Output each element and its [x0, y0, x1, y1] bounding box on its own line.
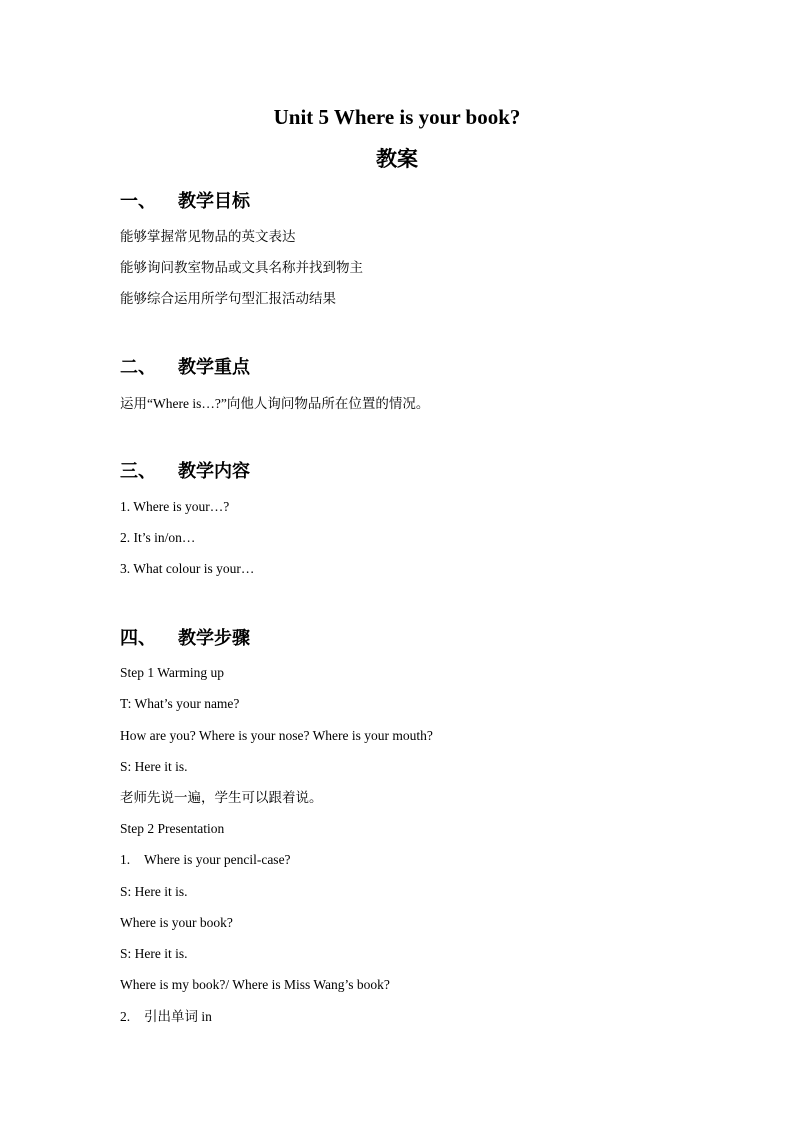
- paragraph-line: 能够综合运用所学句型汇报活动结果: [120, 291, 336, 306]
- section-title: 教学目标: [178, 191, 250, 211]
- document-subtitle: 教案: [376, 147, 418, 171]
- paragraph-line: Step 1 Warming up: [120, 665, 225, 680]
- paragraph-line: 1. Where is your…?: [120, 499, 230, 514]
- list-item-text: 引出单词 in: [144, 1009, 212, 1024]
- section-title: 教学步骤: [178, 628, 250, 648]
- list-item: [120, 851, 291, 869]
- paragraph-line: 能够询问教室物品或文具名称并找到物主: [120, 260, 363, 275]
- paragraph-line: 运用“Where is…?”向他人询问物品所在位置的情况。: [120, 396, 430, 411]
- section-number: 三、: [120, 461, 156, 481]
- section-heading-objectives: [120, 190, 250, 212]
- section-title: 教学内容: [178, 461, 250, 481]
- list-item-index: 2.: [120, 1009, 131, 1024]
- paragraph-line: T: What’s your name?: [120, 696, 240, 711]
- document-title: Unit 5 Where is your book?: [273, 105, 521, 129]
- section-title: 教学重点: [178, 357, 250, 377]
- paragraph-line: S: Here it is.: [120, 759, 188, 774]
- section-number: 一、: [120, 191, 156, 211]
- paragraph-line: S: Here it is.: [120, 946, 188, 961]
- paragraph-line: Step 2 Presentation: [120, 821, 225, 836]
- paragraph-line: 能够掌握常见物品的英文表达: [120, 229, 296, 244]
- paragraph-line: 2. It’s in/on…: [120, 530, 196, 545]
- section-heading-steps: [120, 627, 250, 649]
- list-item-text: Where is your pencil-case?: [144, 852, 291, 867]
- section-heading-key-points: [120, 356, 250, 378]
- paragraph-line: Where is your book?: [120, 915, 233, 930]
- section-number: 四、: [120, 628, 156, 648]
- paragraph-line: S: Here it is.: [120, 884, 188, 899]
- section-heading-content: [120, 460, 250, 482]
- list-item: [120, 1008, 212, 1026]
- paragraph-line: How are you? Where is your nose? Where is your mouth?: [120, 728, 433, 743]
- section-number: 二、: [120, 357, 156, 377]
- list-item-index: 1.: [120, 852, 131, 867]
- paragraph-line: Where is my book?/ Where is Miss Wang’s book?: [120, 977, 390, 992]
- paragraph-line: 3. What colour is your…: [120, 561, 255, 576]
- paragraph-line: 老师先说一遍，学生可以跟着说。: [120, 790, 323, 805]
